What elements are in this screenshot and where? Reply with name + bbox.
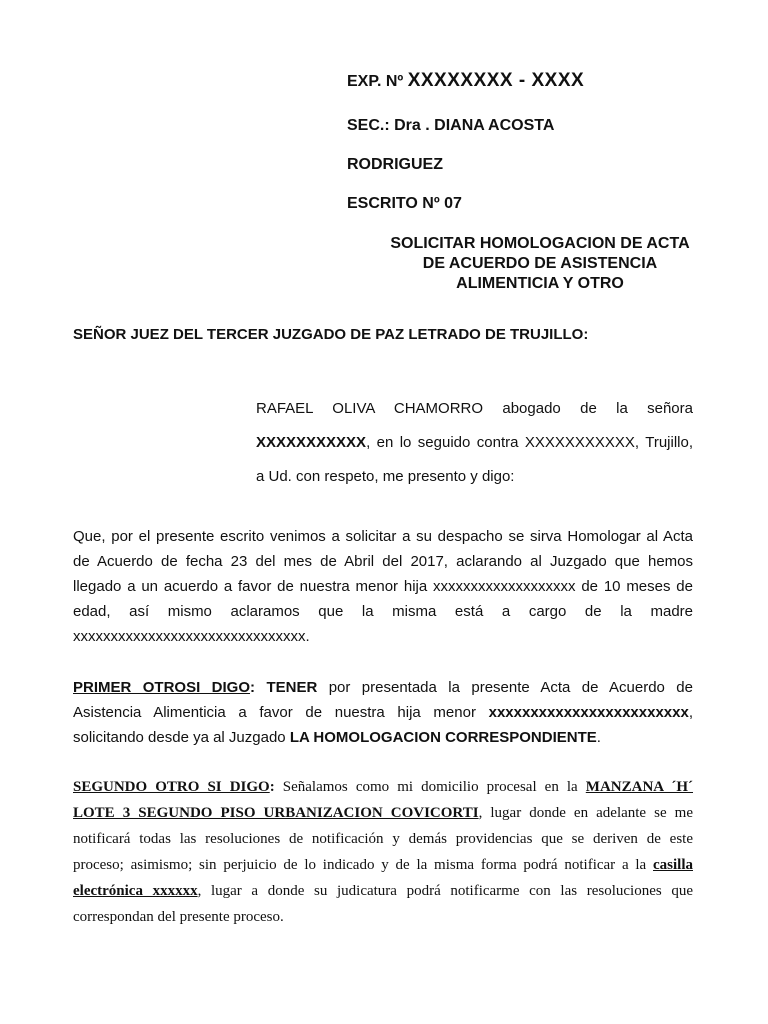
- intro-line-3: a Ud. con respeto, me presento y digo:: [256, 468, 515, 485]
- address-part-1: MANZANA ´H´: [585, 779, 693, 795]
- address-part-2: LOTE 3 SEGUNDO PISO URBANIZACION COVICORTI: [73, 805, 479, 821]
- otrosi2-line-2: LOTE 3 SEGUNDO PISO URBANIZACION COVICORTI, lugar donde en adelante se me: [73, 805, 693, 821]
- body-line: edad, así mismo aclaramos que la misma está a cargo de la madre: [73, 603, 693, 620]
- title-line-1: SOLICITAR HOMOLOGACION DE ACTA: [390, 235, 690, 252]
- otrosi2-line-5: electrónica xxxxxx, lugar a donde su judicatura podrá notificarme con las resoluciones que: [73, 883, 693, 899]
- document-title: [340, 234, 740, 294]
- casilla-label: casilla: [653, 857, 693, 873]
- casilla-electronica: electrónica xxxxxx: [73, 883, 198, 899]
- secretary-surname: RODRIGUEZ: [347, 156, 443, 173]
- intro-line-2: XXXXXXXXXXX, en lo seguido contra XXXXXXXXXXX, Trujillo,: [256, 434, 693, 451]
- first-otrosi-paragraph: [73, 675, 693, 750]
- intro-paragraph: [256, 392, 693, 494]
- body-line: llegado a un acuerdo a favor de nuestra menor hija xxxxxxxxxxxxxxxxxxx de 10 meses de: [73, 578, 693, 595]
- otrosi1-line-2: Asistencia Alimenticia a favor de nuestra hija menor xxxxxxxxxxxxxxxxxxxxxxxx,: [73, 704, 693, 721]
- homologacion-request: LA HOMOLOGACION CORRESPONDIENTE: [289, 729, 597, 746]
- body-line: de Acuerdo de fecha 23 del mes de Abril del 2017, aclarando al Juzgado que hemos: [73, 553, 693, 570]
- body-line: xxxxxxxxxxxxxxxxxxxxxxxxxxxxxxx.: [73, 628, 310, 645]
- body-paragraph: [73, 524, 693, 649]
- intro-line-1: RAFAEL OLIVA CHAMORRO abogado de la señora: [256, 400, 693, 417]
- body-line: Que, por el presente escrito venimos a solicitar a su despacho se sirva Homologar al Acta: [73, 528, 693, 545]
- otrosi2-line-1: SEGUNDO OTRO SI DIGO: Señalamos como mi domicilio procesal en la MANZANA ´H´: [73, 779, 693, 795]
- escrito-number: ESCRITO Nº 07: [347, 195, 462, 212]
- client-name: XXXXXXXXXXX: [256, 434, 367, 451]
- expediente-number: [347, 70, 584, 92]
- otrosi2-heading: SEGUNDO OTRO SI DIGO: [73, 779, 270, 795]
- expediente-label: EXP. Nº: [347, 73, 404, 90]
- otrosi1-heading: PRIMER OTROSI DIGO: [73, 679, 251, 696]
- otrosi1-line-3: solicitando desde ya al Juzgado LA HOMOLOGACION CORRESPONDIENTE.: [73, 729, 601, 746]
- title-line-3: ALIMENTICIA Y OTRO: [456, 275, 624, 292]
- otrosi2-line-4: proceso; asimismo; sin perjuicio de lo indicado y de la misma forma podrá notificar a la casilla: [73, 857, 693, 873]
- otrosi2-line-3: notificará todas las resoluciones de notificación y demás providencias que se deriven de este: [73, 831, 693, 847]
- otrosi1-line-1: PRIMER OTROSI DIGO: TENER por presentada la presente Acta de Acuerdo de: [73, 679, 693, 696]
- secretary-line: SEC.: Dra . DIANA ACOSTA: [347, 117, 555, 134]
- tener-word: TENER: [266, 679, 318, 696]
- otrosi2-line-6: correspondan del presente proceso.: [73, 909, 284, 925]
- second-otrosi-paragraph: [73, 774, 693, 930]
- expediente-value: XXXXXXXX - XXXX: [407, 70, 585, 91]
- addressee: SEÑOR JUEZ DEL TERCER JUZGADO DE PAZ LETRADO DE TRUJILLO:: [73, 326, 589, 343]
- title-line-2: DE ACUERDO DE ASISTENCIA: [422, 255, 658, 272]
